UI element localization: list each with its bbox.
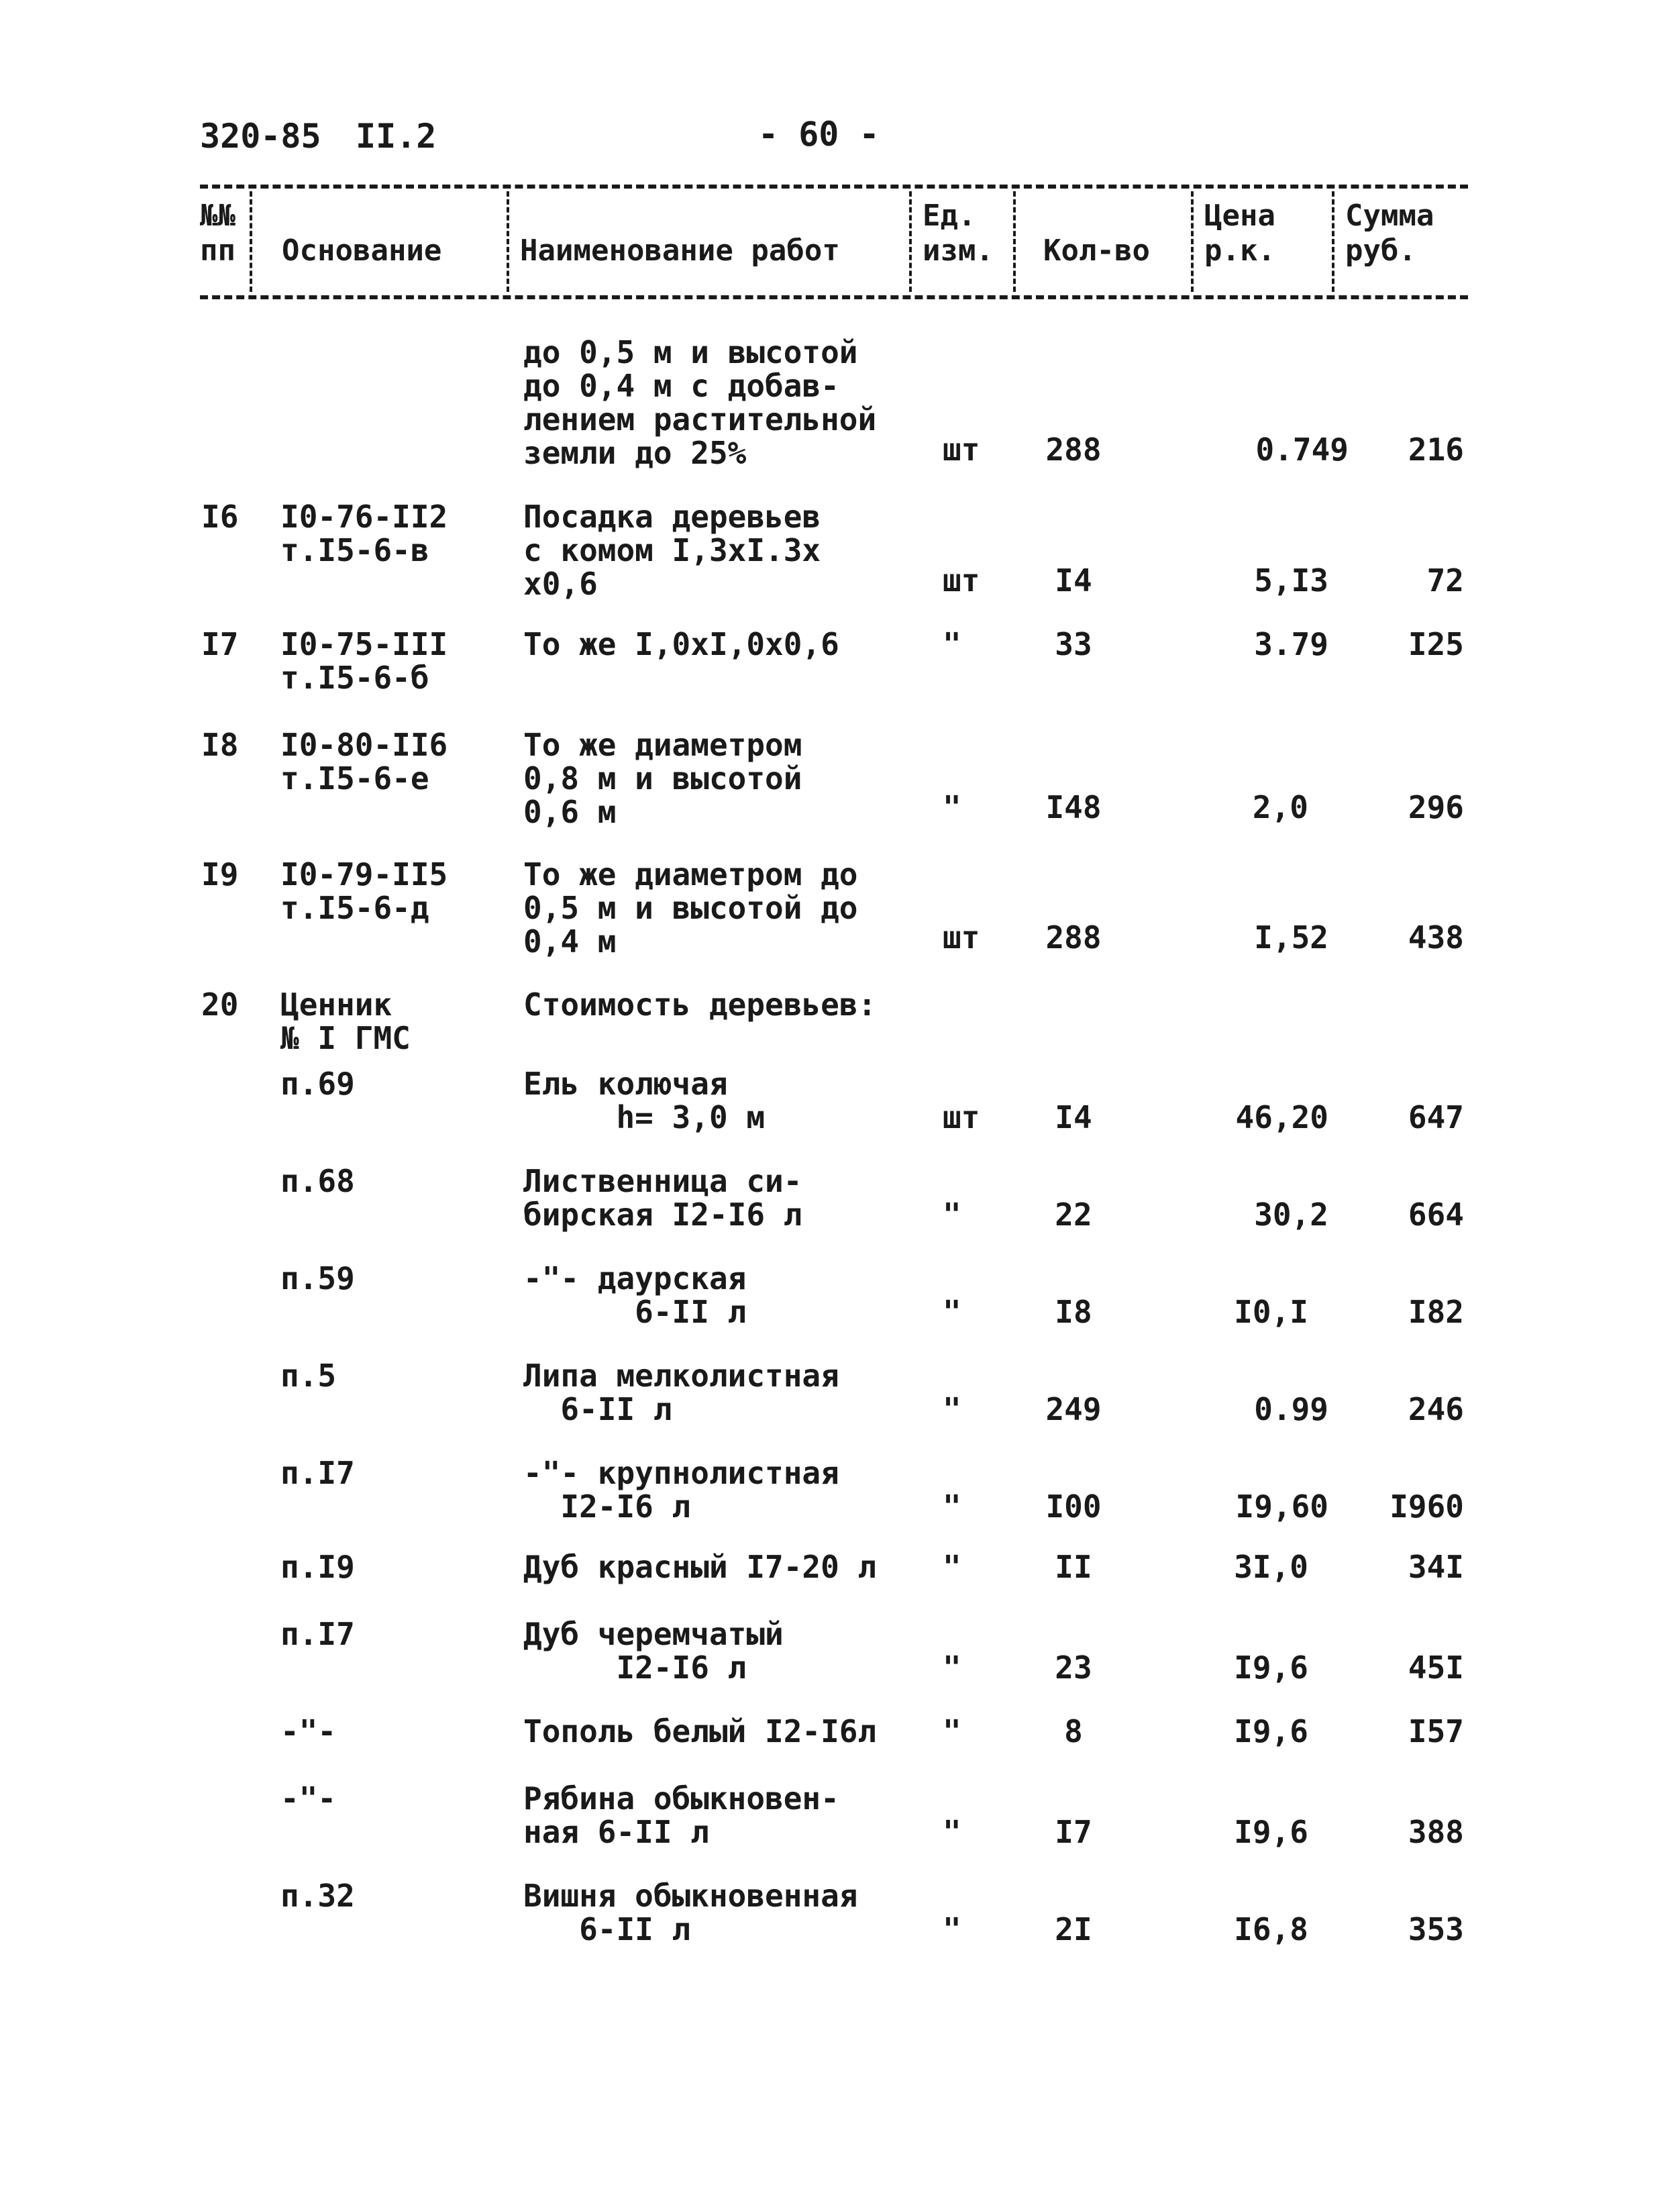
row-name: Дуб черемчатый I2-I6 л [523,1616,784,1686]
row-sum: 216 [1408,431,1464,468]
row-name: Дуб красный I7-20 л [523,1549,877,1585]
row-price: 5,I3 [1254,562,1328,599]
row-qty: 23 [1055,1649,1092,1686]
col-divider [1013,191,1016,292]
row-sum: 34I [1408,1549,1464,1585]
row-qty: 2I [1055,1911,1092,1947]
row-name: -"- даурская 6-II л [523,1260,747,1330]
row-sum: 353 [1408,1911,1464,1947]
col-divider [1332,191,1334,292]
row-basis: п.I7 [280,1616,355,1652]
row-unit: шт [943,1099,980,1135]
row-num: 20 [201,986,239,1023]
col-divider [1191,191,1194,292]
col-header-qty: Кол-во [1043,234,1150,268]
row-num: I9 [201,856,239,893]
row-basis: п.69 [280,1066,355,1102]
row-price: I6,8 [1234,1911,1308,1947]
row-basis: Ценник № I ГМС [280,986,411,1056]
row-unit: " [943,626,961,662]
row-name: Ель колючая h= 3,0 м [523,1066,766,1135]
row-unit: " [943,1549,961,1585]
row-basis: -"- [280,1713,337,1749]
row-name: Стоимость деревьев: [523,986,877,1023]
row-qty: 249 [1045,1391,1102,1427]
row-sum: I57 [1408,1713,1464,1749]
row-sum: 246 [1408,1391,1464,1427]
row-qty: I00 [1045,1488,1102,1525]
row-name: Тополь белый I2-I6л [523,1713,877,1749]
col-divider [909,191,912,292]
row-sum: I82 [1408,1294,1464,1330]
row-basis: п.59 [280,1260,355,1296]
row-unit: " [943,1391,961,1427]
row-unit: " [943,1294,961,1330]
row-basis: I0-80-II6 т.I5-6-е [280,727,448,797]
row-unit: шт [943,919,980,956]
col-header-unit: Ед. изм. [923,199,994,268]
row-price: I9,6 [1234,1713,1308,1749]
row-basis: I0-76-II2 т.I5-6-в [280,499,448,568]
row-name: Липа мелколистная 6-II л [523,1358,839,1427]
row-price: 3.79 [1254,626,1328,662]
row-qty: 22 [1055,1197,1092,1233]
row-price: 3I,0 [1234,1549,1308,1585]
header-bottom-rule [200,295,1468,299]
row-name: до 0,5 м и высотой до 0,4 м с добав- лением растительной земли до 25% [523,334,877,471]
row-sum: 647 [1408,1099,1464,1135]
row-unit: " [943,1649,961,1686]
row-price: I9,6 [1234,1814,1308,1850]
row-name: -"- крупнолистная I2-I6 л [523,1455,839,1525]
row-qty: I4 [1055,1099,1092,1135]
col-header-basis: Основание [282,234,442,268]
row-basis: п.5 [280,1358,337,1394]
row-price: 0.99 [1254,1391,1328,1427]
row-sum: 72 [1426,562,1464,599]
row-qty: 33 [1055,626,1092,662]
col-header-sum: Сумма руб. [1345,199,1434,268]
row-price: 0.749 [1255,431,1349,468]
section-number: II.2 [356,117,437,156]
row-basis: I0-75-III т.I5-6-б [280,626,448,696]
row-sum: 388 [1408,1814,1464,1850]
row-unit: шт [943,431,980,468]
row-basis: I0-79-II5 т.I5-6-д [280,856,448,926]
col-header-num: №№ пп [200,199,235,268]
row-unit: " [943,1713,961,1749]
row-num: I8 [201,727,239,763]
row-price: 30,2 [1254,1197,1328,1233]
row-unit: " [943,1911,961,1947]
row-qty: 288 [1045,919,1102,956]
row-name: Вишня обыкновенная 6-II л [523,1878,858,1947]
row-unit: " [943,1814,961,1850]
row-unit: " [943,1488,961,1525]
row-qty: I7 [1055,1814,1092,1850]
row-qty: I4 [1055,562,1092,599]
row-sum: 438 [1408,919,1464,956]
col-divider [507,191,509,292]
row-qty: II [1055,1549,1092,1585]
row-price: I0,I [1234,1294,1308,1330]
row-sum: 664 [1408,1197,1464,1233]
row-price: I,52 [1254,919,1328,956]
row-price: 46,20 [1235,1099,1328,1135]
row-unit: " [943,1197,961,1233]
row-basis: п.I7 [280,1455,355,1491]
row-name: То же диаметром до 0,5 м и высотой до 0,4 м [523,856,858,960]
row-price: I9,6 [1234,1649,1308,1686]
row-unit: шт [943,562,980,599]
col-divider [250,191,252,292]
row-basis: п.68 [280,1163,355,1199]
row-qty: 288 [1045,431,1102,468]
document-code: 320-85 [200,117,321,156]
row-price: 2,0 [1252,789,1308,825]
page-number: - 60 - [758,115,880,154]
row-sum: 45I [1408,1649,1464,1686]
row-num: I7 [201,626,239,662]
col-header-name: Наименование работ [520,234,840,268]
row-price: I9,60 [1235,1488,1328,1525]
header-top-rule [200,185,1468,189]
row-basis: -"- [280,1780,337,1817]
row-qty: I8 [1055,1294,1092,1330]
row-basis: п.32 [280,1878,355,1914]
row-qty: 8 [1064,1713,1083,1749]
row-name: Лиственница си- бирская I2-I6 л [523,1163,802,1233]
row-sum: I25 [1408,626,1464,662]
row-unit: " [943,789,961,825]
row-basis: п.I9 [280,1549,355,1585]
row-name: Посадка деревьев с комом I,3хI.3х х0,6 [523,499,821,602]
col-header-price: Цена р.к. [1204,199,1275,268]
row-sum: I960 [1389,1488,1464,1525]
row-name: Рябина обыкновен- ная 6-II л [523,1780,839,1850]
row-qty: I48 [1045,789,1102,825]
row-sum: 296 [1408,789,1464,825]
row-name: То же диаметром 0,8 м и высотой 0,6 м [523,727,802,830]
row-num: I6 [201,499,239,535]
row-name: То же I,0хI,0х0,6 [523,626,839,662]
